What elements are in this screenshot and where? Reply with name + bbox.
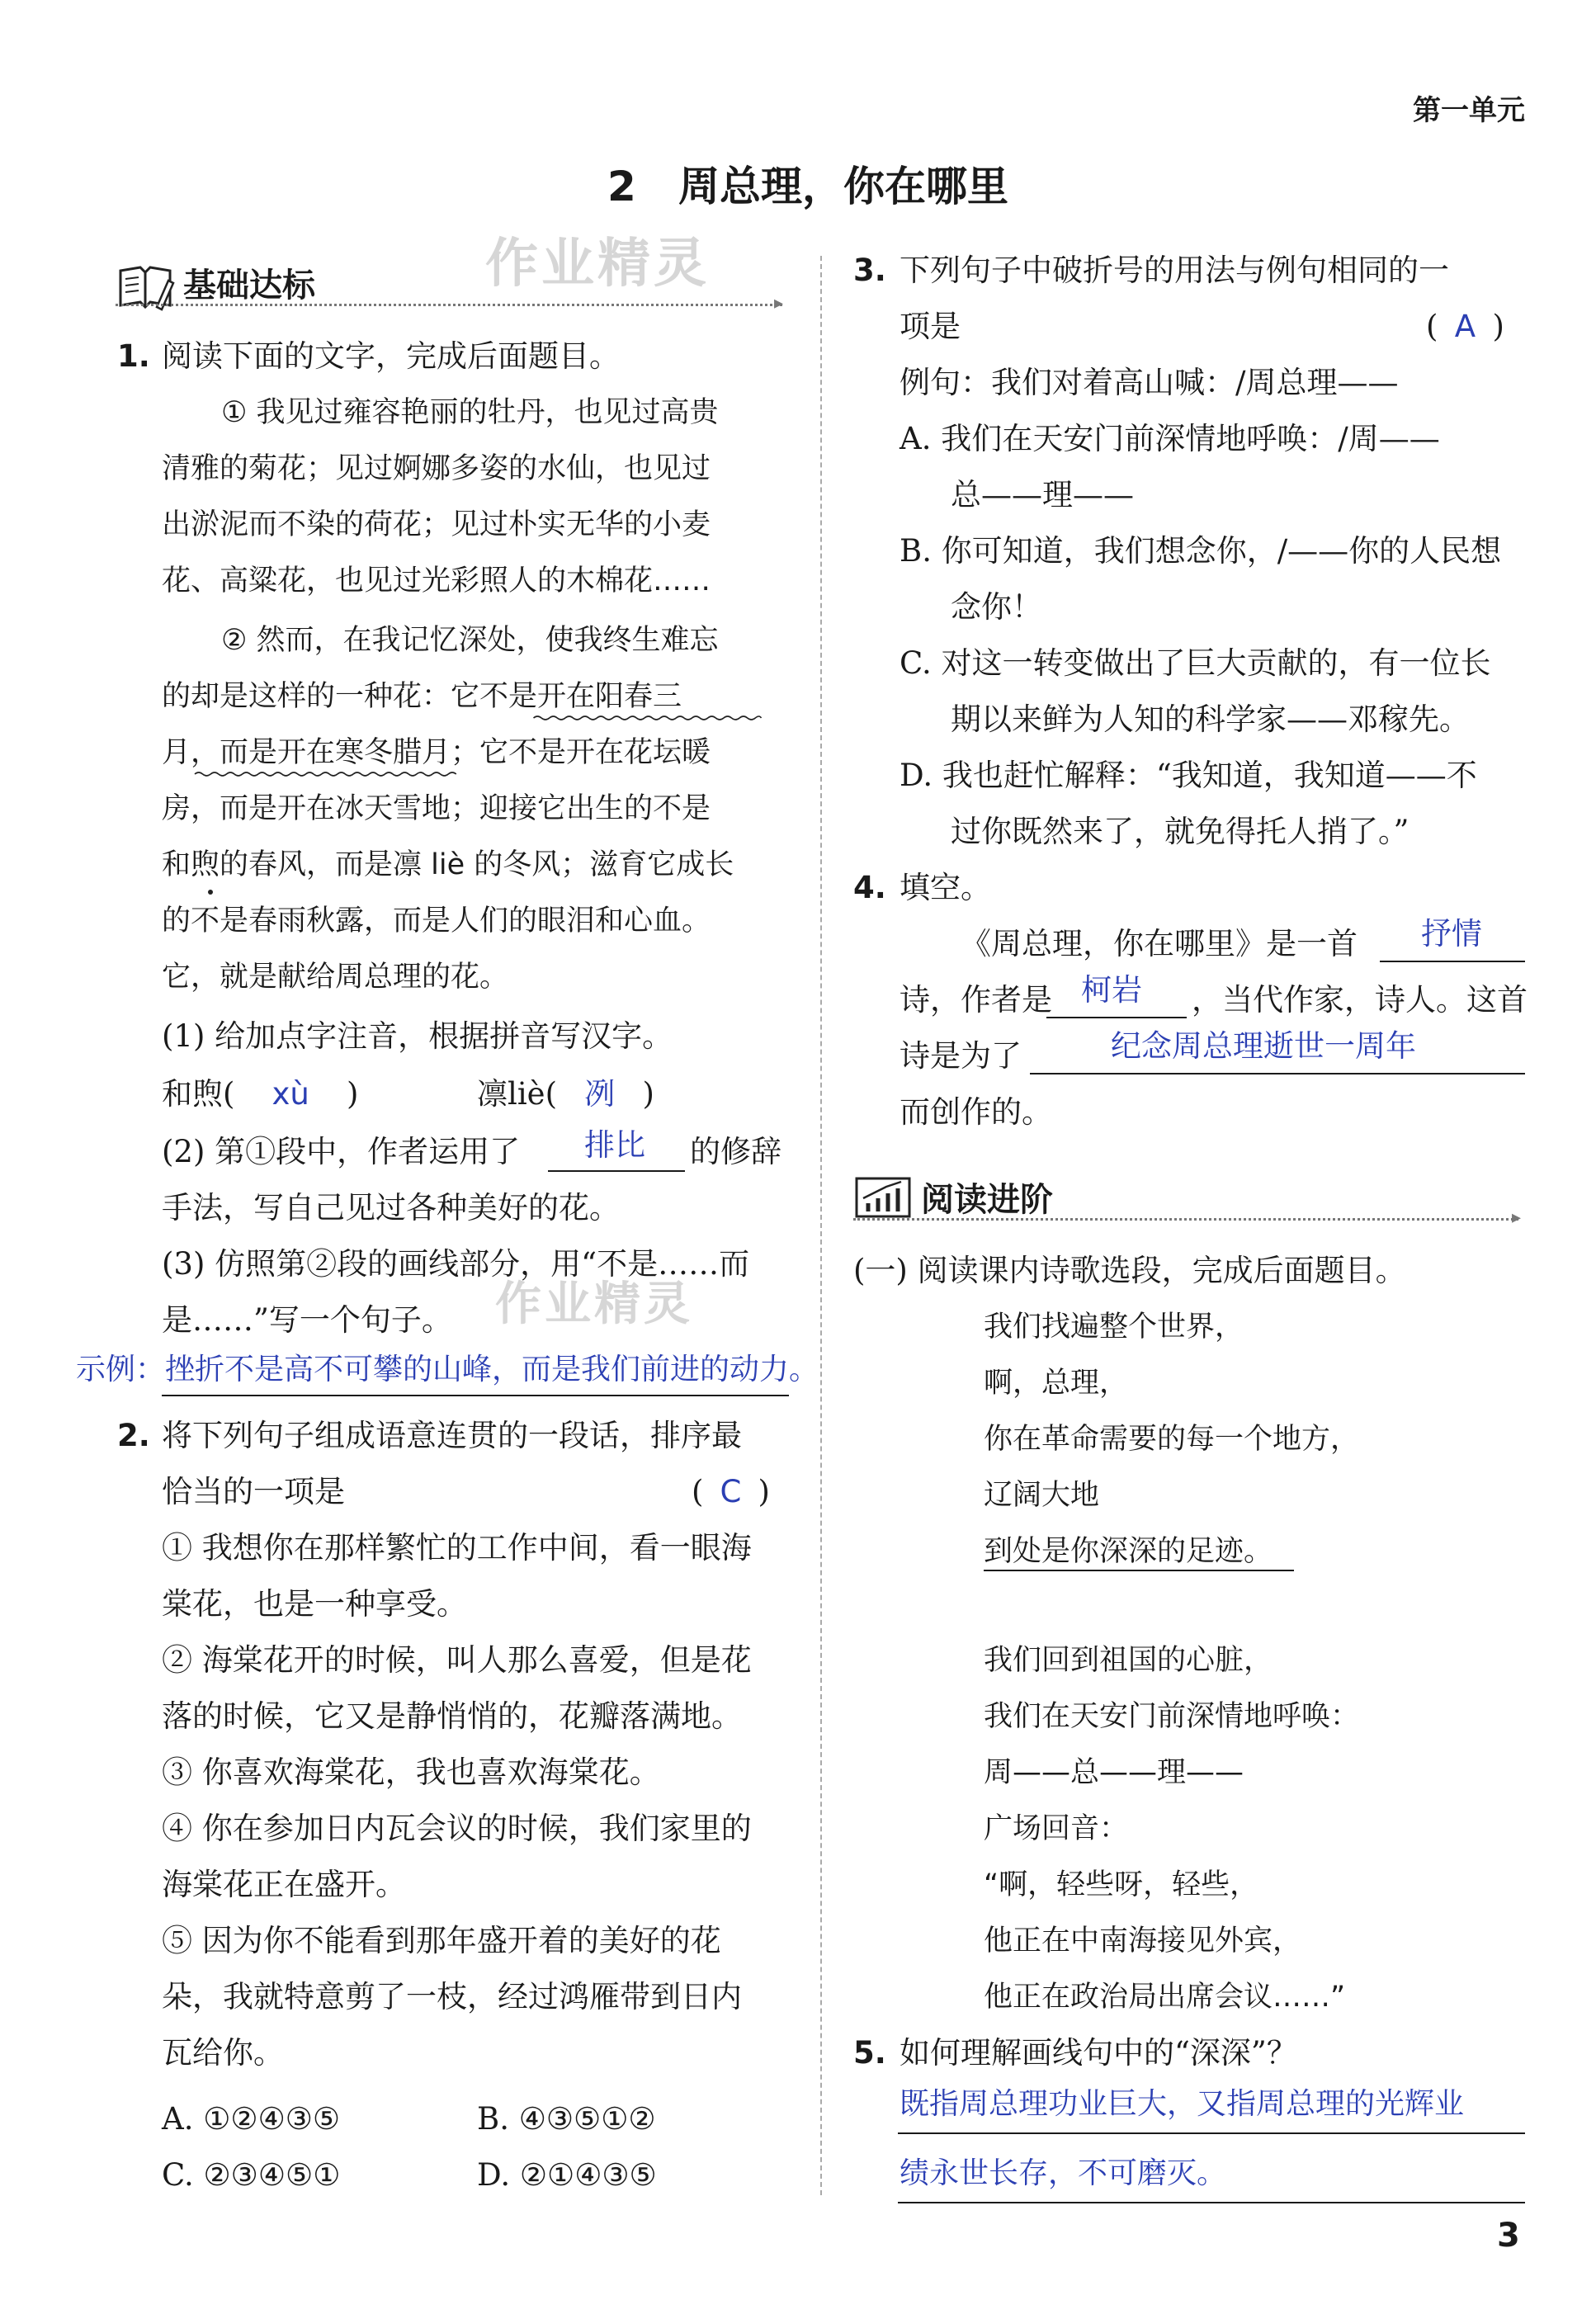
q4-line3: 诗是为了 bbox=[900, 1038, 1022, 1074]
poem-line: 我们找遍整个世界， bbox=[984, 1311, 1244, 1344]
q2-line: 朵，我就特意剪了一枝，经过鸿雁带到日内 bbox=[162, 1979, 742, 2014]
q1-text: 的却是这样的一种花： bbox=[162, 680, 451, 713]
q1-sub1: (1) 给加点字注音，根据拼音写汉字。 bbox=[162, 1018, 673, 1054]
q1-text: ；它不是开在花坛暖 bbox=[451, 736, 711, 769]
q1-sub3-line2: 是……”写一个句子。 bbox=[162, 1302, 452, 1338]
section-divider bbox=[116, 304, 782, 306]
poem-line: 我们在天安门前深情地呼唤： bbox=[984, 1700, 1360, 1733]
poem-line: 啊，总理， bbox=[984, 1367, 1129, 1400]
q1-sub2-answer: 排比 bbox=[584, 1127, 645, 1163]
q1-stem: 阅读下面的文字，完成后面题目。 bbox=[162, 338, 620, 374]
arrow-icon: ▸ bbox=[1512, 1207, 1522, 1228]
q2-line: 落的时候，它又是静悄悄的，花瓣落满地。 bbox=[162, 1698, 742, 1734]
q2-line: 海棠花正在盛开。 bbox=[162, 1867, 406, 1902]
q2-number: 2. bbox=[117, 1418, 150, 1453]
q1-para-line: 和煦的春风，而是凛 liè 的冬风；滋育它成长 bbox=[162, 848, 734, 881]
q3-stem: 下列句子中破折号的用法与例句相同的一 bbox=[900, 253, 1449, 288]
reading-intro: (一) 阅读课内诗歌选段，完成后面题目。 bbox=[853, 1253, 1406, 1288]
q1-sub1-b-close: ) bbox=[642, 1076, 654, 1112]
q1-para-line: 清雅的菊花；见过婀娜多姿的水仙，也见过 bbox=[162, 452, 711, 485]
unit-label: 第一单元 bbox=[1413, 94, 1525, 127]
answer-line bbox=[162, 1395, 789, 1396]
q1-number: 1. bbox=[117, 338, 150, 374]
q3-option-a-cont: 总——理—— bbox=[951, 477, 1134, 512]
column-divider bbox=[820, 256, 822, 2195]
q2-option-d: D. ②①④③⑤ bbox=[477, 2157, 657, 2193]
q4-number: 4. bbox=[853, 870, 886, 905]
q2-option-a: A. ①②④③⑤ bbox=[162, 2101, 341, 2137]
q3-option-c-cont: 期以来鲜为人知的科学家——邓稼先。 bbox=[951, 701, 1470, 737]
answer-blank-line bbox=[1030, 1073, 1525, 1074]
lesson-title: 周总理，你在哪里 bbox=[678, 163, 1008, 210]
section-basic-title: 基础达标 bbox=[183, 267, 315, 305]
q5-answer-line2: 绩永世长存，不可磨灭。 bbox=[900, 2156, 1227, 2190]
poem-underlined-line: 到处是你深深的足迹。 bbox=[984, 1535, 1273, 1568]
watermark: 作业精灵 bbox=[485, 234, 710, 295]
q3-option-b-cont: 念你！ bbox=[951, 589, 1042, 625]
answer-line bbox=[898, 2132, 1525, 2134]
q1-para-line bbox=[162, 677, 682, 716]
q5-number: 5. bbox=[853, 2035, 886, 2071]
q1-sub1-a-answer: xù bbox=[272, 1076, 309, 1112]
q1-sub1-a-close: ) bbox=[346, 1076, 359, 1112]
chart-rising-icon bbox=[853, 1175, 913, 1221]
answer-blank-line bbox=[1380, 961, 1525, 962]
q1-para-line: 出淤泥而不染的荷花；见过朴实无华的小麦 bbox=[162, 508, 711, 541]
q3-option-b: B. 你可知道，我们想念你，/——你的人民想 bbox=[900, 533, 1502, 569]
q3-option-d: D. 我也赶忙解释：“我知道，我知道——不 bbox=[900, 758, 1477, 793]
watermark: 作业精灵 bbox=[495, 1278, 693, 1331]
poem-line: 广场回音： bbox=[984, 1812, 1129, 1845]
q4-answer-author: 柯岩 bbox=[1081, 972, 1142, 1008]
q1-para-line: 它，就是献给周总理的花。 bbox=[162, 961, 509, 994]
poem-line: “啊，轻些呀，轻些， bbox=[984, 1868, 1259, 1901]
answer-blank-line bbox=[1046, 1017, 1187, 1018]
q2-option-b: B. ④③⑤①② bbox=[477, 2101, 656, 2137]
q2-stem: 将下列句子组成语意连贯的一段话，排序最 bbox=[162, 1418, 742, 1453]
q2-answer: C bbox=[720, 1474, 742, 1509]
q3-answer: A bbox=[1454, 309, 1476, 344]
wavy-underline bbox=[505, 715, 790, 721]
q2-answer-bracket: ( C ) bbox=[692, 1472, 770, 1512]
poem-line: 周——总——理—— bbox=[984, 1756, 1244, 1789]
lesson-number: 2 bbox=[607, 163, 636, 210]
q1-sub1-a bbox=[162, 1074, 358, 1114]
answer-blank-line bbox=[548, 1170, 685, 1172]
q5-stem: 如何理解画线句中的“深深”？ bbox=[900, 2035, 1297, 2071]
answer-line bbox=[898, 2202, 1525, 2203]
poem-line: 辽阔大地 bbox=[984, 1479, 1100, 1512]
q3-stem-line2: 项是 bbox=[900, 309, 961, 344]
q3-option-c: C. 对这一转变做出了巨大贡献的，有一位长 bbox=[900, 645, 1491, 681]
q3-answer-bracket: ( A ) bbox=[1426, 307, 1504, 347]
q2-line: ④ 你在参加日内瓦会议的时候，我们家里的 bbox=[162, 1811, 752, 1846]
q3-example: 例句：我们对着高山喊：/周总理—— bbox=[900, 365, 1399, 400]
q4-line2: 诗，作者是 bbox=[900, 982, 1052, 1018]
q2-stem-line2: 恰当的一项是 bbox=[162, 1474, 345, 1509]
q4-line1: 《周总理，你在哪里》是一首 bbox=[961, 926, 1358, 961]
q2-line: ③ 你喜欢海棠花，我也喜欢海棠花。 bbox=[162, 1755, 660, 1790]
poem-line: 我们回到祖国的心脏， bbox=[984, 1644, 1273, 1677]
page-number: 3 bbox=[1497, 2217, 1520, 2255]
wavy-underline bbox=[162, 771, 492, 777]
poem-line: 你在革命需要的每一个地方， bbox=[984, 1423, 1360, 1456]
poem-underline bbox=[984, 1570, 1294, 1571]
q2-line: 瓦给你。 bbox=[162, 2035, 284, 2071]
q2-line: ⑤ 因为你不能看到那年盛开着的美好的花 bbox=[162, 1923, 721, 1958]
q4-answer-genre: 抒情 bbox=[1421, 916, 1482, 952]
q1-sub1-a-label: 和煦( bbox=[162, 1076, 235, 1112]
q1-sub2: (2) 第①段中，作者运用了 bbox=[162, 1134, 521, 1169]
q2-line: 棠花，也是一种享受。 bbox=[162, 1586, 467, 1622]
q1-sub2-line2: 手法，写自己见过各种美好的花。 bbox=[162, 1190, 620, 1226]
q1-sub1-b-answer: 冽 bbox=[584, 1076, 616, 1112]
q4-answer-purpose: 纪念周总理逝世一周年 bbox=[1111, 1028, 1416, 1064]
q1-sub1-b-label: 凛liè( bbox=[477, 1076, 557, 1112]
q1-underlined-text: 它不是开在阳春三 bbox=[451, 680, 682, 713]
q3-number: 3. bbox=[853, 253, 886, 288]
q1-underlined-text: 月，而是开在寒冬腊月 bbox=[162, 736, 451, 769]
q4-line4: 而创作的。 bbox=[900, 1094, 1052, 1130]
q1-sub1-b bbox=[477, 1074, 654, 1114]
q3-option-d-cont: 过你既然来了，就免得托人捎了。” bbox=[951, 814, 1409, 849]
emphasis-dot bbox=[208, 890, 213, 895]
q1-para-line: 的不是春雨秋露，而是人们的眼泪和心血。 bbox=[162, 904, 711, 937]
poem-line: 他正在中南海接见外宾， bbox=[984, 1925, 1302, 1958]
q4-line2-tail: ，当代作家，诗人。这首 bbox=[1192, 982, 1528, 1018]
poem-line: 他正在政治局出席会议……” bbox=[984, 1981, 1346, 2014]
q1-para-line: 花、高粱花，也见过光彩照人的木棉花…… bbox=[162, 564, 711, 597]
q1-para-line: ② 然而，在我记忆深处，使我终生难忘 bbox=[221, 624, 719, 657]
q1-sub3-answer: 示例：挫折不是高不可攀的山峰，而是我们前进的动力。 bbox=[76, 1353, 819, 1386]
section-divider bbox=[853, 1218, 1518, 1221]
q1-sub2-tail: 的修辞 bbox=[690, 1134, 781, 1169]
arrow-icon: ▸ bbox=[774, 293, 784, 314]
q1-para-line: ① 我见过雍容艳丽的牡丹，也见过高贵 bbox=[221, 396, 719, 429]
q1-para-line: 房，而是开在冰天雪地；迎接它出生的不是 bbox=[162, 792, 711, 825]
section-reading-title: 阅读进阶 bbox=[921, 1181, 1053, 1219]
q1-sub3: (3) 仿照第②段的画线部分，用“不是……而 bbox=[162, 1246, 750, 1282]
q5-answer-line1: 既指周总理功业巨大，又指周总理的光辉业 bbox=[900, 2087, 1465, 2121]
q3-option-a: A. 我们在天安门前深情地呼唤：/周—— bbox=[900, 421, 1440, 456]
q2-line: ① 我想你在那样繁忙的工作中间，看一眼海 bbox=[162, 1530, 752, 1566]
q4-stem: 填空。 bbox=[900, 870, 991, 905]
q2-option-c: C. ②③④⑤① bbox=[162, 2157, 341, 2193]
q1-para-line bbox=[162, 733, 711, 772]
q2-line: ② 海棠花开的时候，叫人那么喜爱，但是花 bbox=[162, 1642, 752, 1678]
